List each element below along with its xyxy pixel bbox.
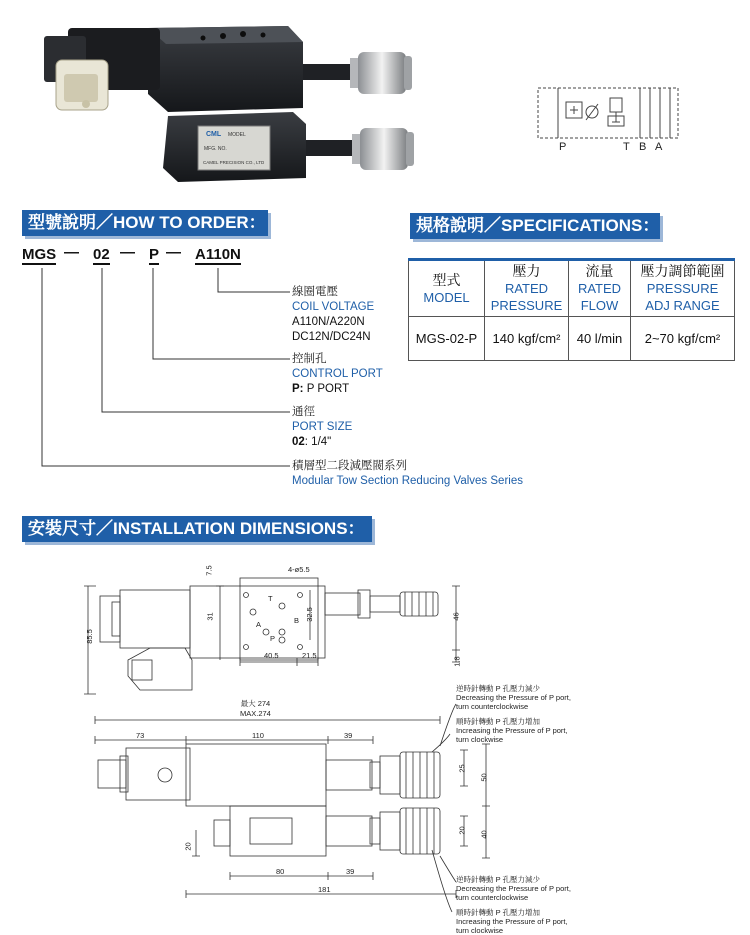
- port-p-label: P: [270, 634, 276, 643]
- dim-40-5: 40.5: [264, 651, 279, 660]
- spec-header-flow: 流量 RATED FLOW: [569, 260, 631, 317]
- note-decrease-upper: 逆時針轉動 P 孔壓力減少 Decreasing the Pressure of P port, turn counterclockwise: [456, 684, 571, 711]
- spec-model-cell: MGS-02-P: [409, 317, 485, 361]
- dim-73: 73: [136, 731, 145, 740]
- port-label-b: B: [639, 141, 647, 153]
- spec-table: [408, 258, 735, 361]
- installation-heading: 安裝尺寸／INSTALLATION DIMENSIONS：: [22, 516, 372, 542]
- note-increase-lower: 順時針轉動 P 孔壓力增加 Increasing the Pressure of P port, turn clockwise: [456, 908, 568, 935]
- code-size: 02: [93, 246, 110, 263]
- spec-flow-cell: 40 l/min: [569, 317, 631, 361]
- dim-181: 181: [318, 885, 331, 894]
- dim-20-right: 20: [457, 826, 467, 835]
- note-decrease-lower: 逆時針轉動 P 孔壓力減少 Decreasing the Pressure of P port, turn counterclockwise: [456, 875, 571, 902]
- spec-header-pressure: 壓力 RATED PRESSURE: [485, 260, 569, 317]
- spec-header-model: 型式 MODEL: [409, 260, 485, 317]
- svg-text:CAMEL PRECISION CO., LTD: CAMEL PRECISION CO., LTD: [203, 160, 265, 165]
- dim-1-8: 1.8: [452, 656, 462, 667]
- product-photo: [28, 8, 428, 193]
- dim-21-5: 21.5: [302, 651, 317, 660]
- port-label-a: A: [655, 141, 663, 153]
- spec-pressure-cell: 140 kgf/cm²: [485, 317, 569, 361]
- port-label-t: T: [623, 141, 630, 153]
- dim-39-top: 39: [344, 731, 353, 740]
- port-t-label: T: [268, 594, 273, 603]
- control-port-annotation: 控制孔 CONTROL PORT P: P PORT: [292, 353, 383, 395]
- svg-text:MODEL: MODEL: [228, 132, 246, 138]
- dim-40: 40: [479, 830, 489, 839]
- svg-text:CML: CML: [206, 131, 222, 138]
- dim-50: 50: [479, 773, 489, 782]
- series-annotation: 積層型二段減壓閥系列 Modular Tow Section Reducing Valves Series: [292, 460, 523, 487]
- port-size-annotation: 通徑 PORT SIZE 02: 1/4": [292, 406, 353, 448]
- port-label-p: P: [559, 141, 567, 153]
- spec-range-cell: 2~70 kgf/cm²: [631, 317, 735, 361]
- port-a-label: A: [256, 620, 262, 629]
- dim-39-bottom: 39: [346, 867, 355, 876]
- dim-46: 46: [451, 612, 461, 621]
- port-b-label: B: [294, 616, 300, 625]
- svg-text:MFG. NO.: MFG. NO.: [204, 146, 227, 152]
- dim-holes: 4-ø5.5: [288, 565, 310, 574]
- code-series: MGS: [22, 246, 57, 263]
- code-voltage: A110N: [195, 246, 241, 263]
- dim-80: 80: [276, 867, 285, 876]
- dim-31: 31: [205, 612, 215, 621]
- code-control: P: [149, 246, 160, 263]
- dim-32-5: 32.5: [304, 607, 314, 622]
- max-length-label: 最大 274 MAX.274: [240, 699, 271, 718]
- dim-25: 25: [457, 764, 467, 773]
- note-increase-upper: 順時針轉動 P 孔壓力增加 Increasing the Pressure of P port, turn clockwise: [456, 717, 568, 744]
- dim-110: 110: [252, 731, 264, 740]
- dim-7-5: 7.5: [204, 565, 214, 576]
- coil-voltage-annotation: 線圈電壓 COIL VOLTAGE A110N/A220N DC12N/DC24N: [292, 286, 375, 343]
- specifications-heading: 規格說明／SPECIFICATIONS：: [410, 213, 660, 239]
- dim-85-5: 85.5: [84, 629, 94, 644]
- spec-header-range: 壓力調節範圍 PRESSURE ADJ RANGE: [631, 260, 735, 317]
- how-to-order-heading: 型號說明／HOW TO ORDER：: [22, 210, 268, 236]
- table-row: [409, 317, 735, 361]
- dim-20-left: 20: [183, 842, 193, 851]
- schematic-port-labels: [550, 141, 690, 155]
